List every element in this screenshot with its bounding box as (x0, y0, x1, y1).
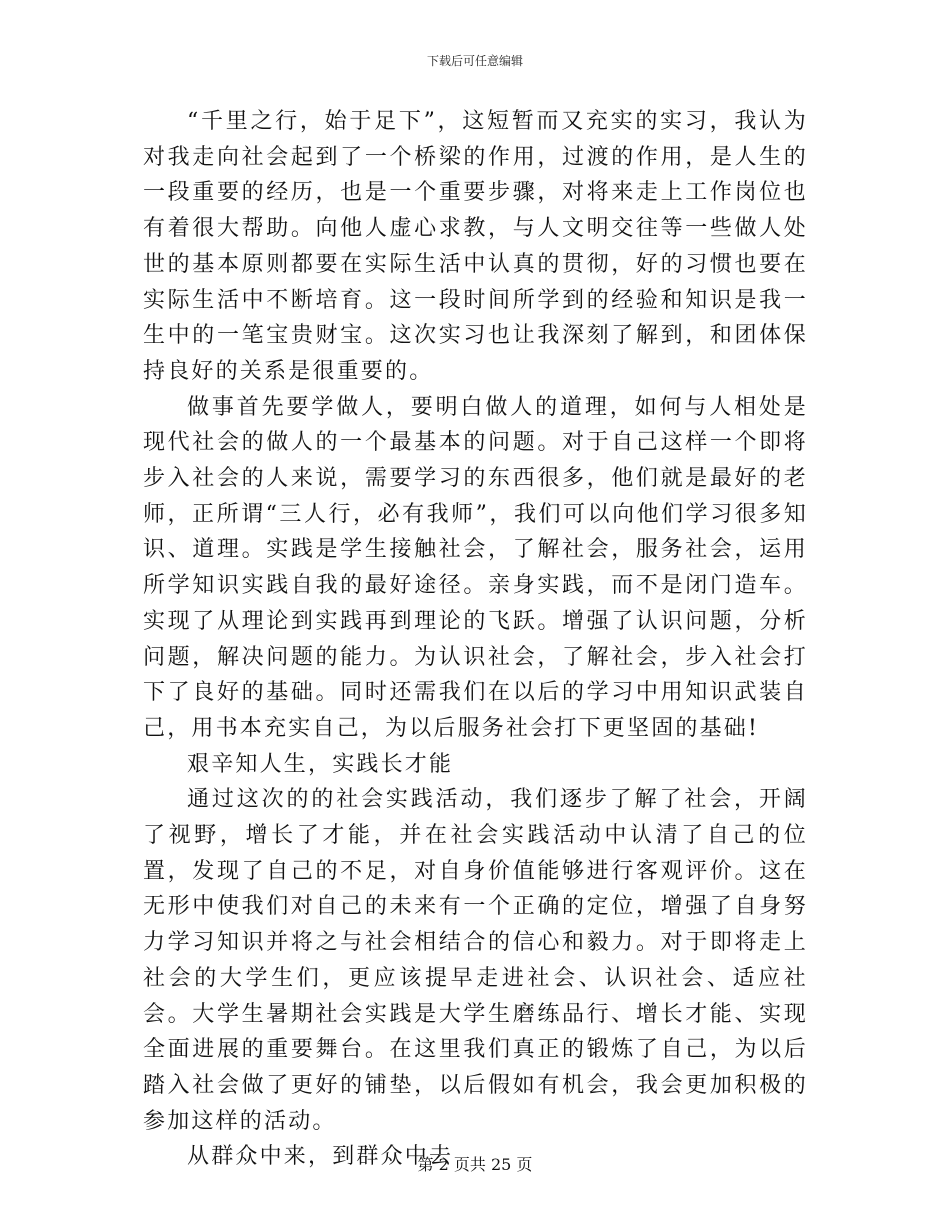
section-heading-masses: 从群众中来，到群众中去 (187, 1144, 454, 1170)
paragraph-learn-to-be-human: 做事首先要学做人，要明白做人的道理，如何与人相处是现代社会的做人的一个最基本的问题。对于自己这样一个即将步入社会的人来说，需要学习的东西很多，他们就是最好的老师，正所谓“三人行，必有我师”，我们可以向他们学习很多知识、道理。实践是学生接触社会，了解社会，服务社会，运用所学知识实践自我的最好途径。亲身实践，而不是闭门造车。实现了从理论到实践再到理论的飞跃。增强了认识问题，分析问题，解决问题的能力。为认识社会，了解社会，步入社会打下了良好的基础。同时还需我们在以后的学习中用知识武装自己，用书本充实自己，为以后服务社会打下更坚固的基础! (143, 394, 808, 741)
document-body (143, 104, 808, 1175)
section-heading-hardship: 艰辛知人生，实践长才能 (187, 751, 454, 777)
paragraph-internship-reflection: “千里之行，始于足下”，这短暂而又充实的实习，我认为对我走向社会起到了一个桥梁的作用，过渡的作用，是人生的一段重要的经历，也是一个重要步骤，对将来走上工作岗位也有着很大帮助。向他人虚心求教，与人文明交往等一些做人处世的基本原则都要在实际生活中认真的贯彻，好的习惯也要在实际生活中不断培育。这一段时间所学到的经验和知识是我一生中的一笔宝贵财宝。这次实习也让我深刻了解到，和团体保持良好的关系是很重要的。 (143, 109, 808, 384)
paragraph-social-practice: 通过这次的的社会实践活动，我们逐步了解了社会，开阔了视野，增长了才能，并在社会实践活动中认清了自己的位置，发现了自己的不足，对自身价值能够进行客观评价。这在无形中使我们对自己的未来有一个正确的定位，增强了自身努力学习知识并将之与社会相结合的信心和毅力。对于即将走上社会的大学生们，更应该提早走进社会、认识社会、适应社会。大学生暑期社会实践是大学生磨练品行、增长才能、实现全面进展的重要舞台。在这里我们真正的锻炼了自己，为以后踏入社会做了更好的铺垫，以后假如有机会，我会更加积极的参加这样的活动。 (143, 787, 808, 1134)
page-number: 第 2 页共 25 页 (417, 1155, 533, 1174)
page-header: 下载后可任意编辑 (426, 54, 523, 68)
